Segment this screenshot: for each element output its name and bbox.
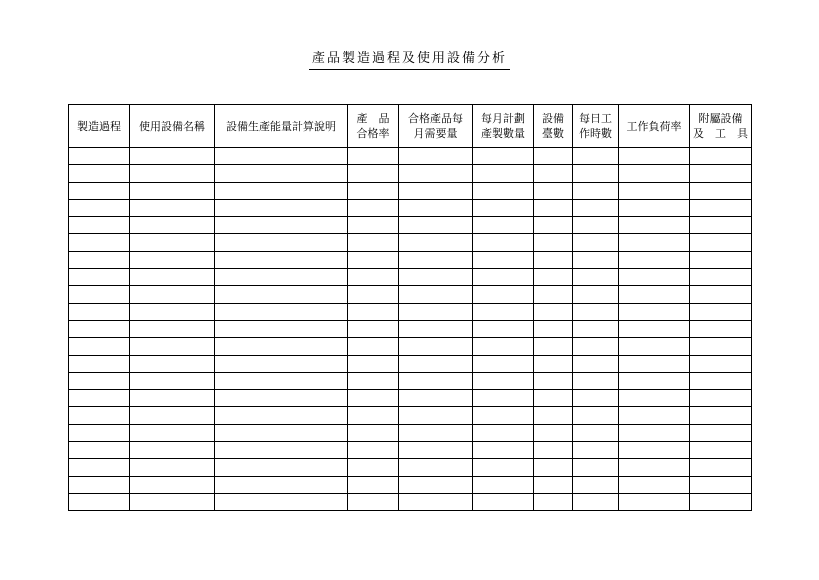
table-cell[interactable] (130, 407, 215, 424)
table-cell[interactable] (534, 390, 573, 407)
table-cell[interactable] (399, 442, 473, 459)
table-cell[interactable] (348, 251, 399, 268)
table-cell[interactable] (215, 199, 348, 216)
table-row (69, 372, 752, 389)
table-cell[interactable] (130, 442, 215, 459)
table-cell[interactable] (534, 251, 573, 268)
table-cell[interactable] (348, 355, 399, 372)
header-auxiliary-equipment: 附屬設備 及 工 具 (690, 105, 752, 148)
table-cell[interactable] (348, 165, 399, 182)
table-cell[interactable] (215, 320, 348, 337)
table-cell[interactable] (399, 182, 473, 199)
table-cell[interactable] (69, 476, 130, 493)
table-cell[interactable] (69, 234, 130, 251)
table-cell[interactable] (399, 269, 473, 286)
table-cell[interactable] (215, 476, 348, 493)
table-cell[interactable] (573, 493, 619, 510)
table-cell[interactable] (130, 165, 215, 182)
table-cell[interactable] (348, 407, 399, 424)
table-cell[interactable] (399, 372, 473, 389)
table-cell[interactable] (215, 251, 348, 268)
table-cell[interactable] (130, 476, 215, 493)
table-cell[interactable] (473, 355, 534, 372)
table-cell[interactable] (348, 424, 399, 441)
table-cell[interactable] (348, 320, 399, 337)
table-cell[interactable] (473, 476, 534, 493)
table-cell[interactable] (573, 442, 619, 459)
table-cell[interactable] (215, 217, 348, 234)
table-cell[interactable] (399, 303, 473, 320)
table-cell[interactable] (534, 493, 573, 510)
table-cell[interactable] (348, 148, 399, 165)
table-cell[interactable] (690, 459, 752, 476)
table-cell[interactable] (573, 217, 619, 234)
table-cell[interactable] (130, 148, 215, 165)
table-cell[interactable] (690, 217, 752, 234)
table-cell[interactable] (130, 320, 215, 337)
table-cell[interactable] (619, 234, 690, 251)
table-cell[interactable] (619, 217, 690, 234)
table-cell[interactable] (534, 217, 573, 234)
table-cell[interactable] (130, 459, 215, 476)
table-cell[interactable] (619, 182, 690, 199)
table-cell[interactable] (573, 251, 619, 268)
table-cell[interactable] (573, 355, 619, 372)
table-cell[interactable] (690, 165, 752, 182)
table-cell[interactable] (619, 459, 690, 476)
table-cell[interactable] (215, 303, 348, 320)
table-cell[interactable] (130, 390, 215, 407)
table-cell[interactable] (619, 199, 690, 216)
table-cell[interactable] (348, 476, 399, 493)
header-row (69, 105, 752, 148)
table-cell[interactable] (573, 234, 619, 251)
table-cell[interactable] (399, 493, 473, 510)
table-cell[interactable] (619, 493, 690, 510)
table-cell[interactable] (534, 442, 573, 459)
table-row (69, 424, 752, 441)
table-cell[interactable] (69, 372, 130, 389)
table-cell[interactable] (348, 442, 399, 459)
table-row (69, 493, 752, 510)
table-cell[interactable] (215, 286, 348, 303)
header-equipment-name: 使用設備名稱 (130, 105, 215, 148)
table-cell[interactable] (534, 199, 573, 216)
table-cell[interactable] (690, 303, 752, 320)
table-cell[interactable] (534, 459, 573, 476)
table-cell[interactable] (573, 338, 619, 355)
table-cell[interactable] (619, 338, 690, 355)
table-cell[interactable] (215, 493, 348, 510)
table-cell[interactable] (215, 338, 348, 355)
table-cell[interactable] (215, 442, 348, 459)
table-cell[interactable] (473, 165, 534, 182)
table-row (69, 217, 752, 234)
table-cell[interactable] (399, 338, 473, 355)
table-cell[interactable] (534, 148, 573, 165)
table-cell[interactable] (130, 182, 215, 199)
table-cell[interactable] (69, 217, 130, 234)
table-row (69, 286, 752, 303)
table-cell[interactable] (473, 303, 534, 320)
equipment-analysis-table (68, 104, 752, 511)
table-cell[interactable] (690, 407, 752, 424)
table-cell[interactable] (399, 217, 473, 234)
table-cell[interactable] (690, 372, 752, 389)
table-cell[interactable] (399, 199, 473, 216)
table-cell[interactable] (473, 251, 534, 268)
table-cell[interactable] (573, 459, 619, 476)
table-cell[interactable] (69, 424, 130, 441)
table-cell[interactable] (348, 182, 399, 199)
table-cell[interactable] (534, 165, 573, 182)
table-body (69, 148, 752, 511)
table-cell[interactable] (130, 251, 215, 268)
table-cell[interactable] (69, 338, 130, 355)
table-cell[interactable] (619, 476, 690, 493)
table-cell[interactable] (690, 199, 752, 216)
table-cell[interactable] (619, 372, 690, 389)
table-cell[interactable] (399, 424, 473, 441)
table-cell[interactable] (573, 199, 619, 216)
table-cell[interactable] (473, 338, 534, 355)
table-row (69, 303, 752, 320)
header-equipment-count: 設備 臺數 (534, 105, 573, 148)
table-cell[interactable] (573, 182, 619, 199)
table-cell[interactable] (690, 442, 752, 459)
table-cell[interactable] (473, 424, 534, 441)
table-row (69, 476, 752, 493)
table-cell[interactable] (534, 424, 573, 441)
table-cell[interactable] (619, 148, 690, 165)
table-cell[interactable] (348, 217, 399, 234)
table-row (69, 269, 752, 286)
table-cell[interactable] (690, 182, 752, 199)
table-cell[interactable] (473, 442, 534, 459)
table-cell[interactable] (690, 269, 752, 286)
table-cell[interactable] (399, 286, 473, 303)
table-cell[interactable] (534, 476, 573, 493)
table-cell[interactable] (130, 493, 215, 510)
table-cell[interactable] (690, 234, 752, 251)
header-daily-hours: 每日工 作時數 (573, 105, 619, 148)
table-cell[interactable] (473, 320, 534, 337)
table-cell[interactable] (69, 390, 130, 407)
table-cell[interactable] (69, 459, 130, 476)
table-cell[interactable] (690, 390, 752, 407)
table-cell[interactable] (473, 372, 534, 389)
table-cell[interactable] (534, 355, 573, 372)
table-cell[interactable] (399, 390, 473, 407)
table-cell[interactable] (534, 320, 573, 337)
table-cell[interactable] (69, 286, 130, 303)
table-cell[interactable] (473, 217, 534, 234)
table-cell[interactable] (619, 165, 690, 182)
header-pass-rate: 產 品 合格率 (348, 105, 399, 148)
table-cell[interactable] (619, 269, 690, 286)
table-cell[interactable] (690, 148, 752, 165)
table-cell[interactable] (215, 165, 348, 182)
header-monthly-demand: 合格產品每 月需要量 (399, 105, 473, 148)
table-cell[interactable] (473, 390, 534, 407)
table-cell[interactable] (690, 251, 752, 268)
table-cell[interactable] (69, 251, 130, 268)
table-cell[interactable] (534, 234, 573, 251)
table-cell[interactable] (69, 442, 130, 459)
table-cell[interactable] (619, 286, 690, 303)
table-cell[interactable] (215, 407, 348, 424)
table-cell[interactable] (69, 165, 130, 182)
table-cell[interactable] (130, 303, 215, 320)
table-cell[interactable] (619, 303, 690, 320)
table-cell[interactable] (130, 269, 215, 286)
table-cell[interactable] (69, 355, 130, 372)
table-cell[interactable] (215, 355, 348, 372)
table-cell[interactable] (130, 286, 215, 303)
table-cell[interactable] (619, 320, 690, 337)
table-row (69, 442, 752, 459)
table-cell[interactable] (399, 148, 473, 165)
table-cell[interactable] (619, 442, 690, 459)
table-cell[interactable] (348, 234, 399, 251)
table-cell[interactable] (348, 390, 399, 407)
table-cell[interactable] (215, 234, 348, 251)
table-row (69, 165, 752, 182)
table-row (69, 320, 752, 337)
header-manufacturing-process: 製造過程 (69, 105, 130, 148)
table-cell[interactable] (348, 269, 399, 286)
table-cell[interactable] (473, 269, 534, 286)
table-cell[interactable] (399, 251, 473, 268)
table-cell[interactable] (130, 372, 215, 389)
table-cell[interactable] (69, 407, 130, 424)
table-cell[interactable] (534, 407, 573, 424)
table-cell[interactable] (215, 182, 348, 199)
table-row (69, 355, 752, 372)
table-cell[interactable] (573, 269, 619, 286)
table-row (69, 199, 752, 216)
table-row (69, 234, 752, 251)
table-cell[interactable] (690, 320, 752, 337)
table-cell[interactable] (130, 355, 215, 372)
table-cell[interactable] (348, 459, 399, 476)
table-row (69, 390, 752, 407)
table-cell[interactable] (348, 338, 399, 355)
header-capacity-calculation: 設備生產能量計算說明 (215, 105, 348, 148)
table-cell[interactable] (690, 286, 752, 303)
table-row (69, 251, 752, 268)
table-cell[interactable] (619, 355, 690, 372)
table-cell[interactable] (215, 269, 348, 286)
table-cell[interactable] (130, 234, 215, 251)
table-cell[interactable] (534, 286, 573, 303)
table-cell[interactable] (130, 424, 215, 441)
table-cell[interactable] (348, 493, 399, 510)
table-cell[interactable] (619, 390, 690, 407)
table-cell[interactable] (473, 407, 534, 424)
table-cell[interactable] (573, 390, 619, 407)
table-cell[interactable] (473, 459, 534, 476)
table-cell[interactable] (473, 493, 534, 510)
table-cell[interactable] (534, 269, 573, 286)
table-cell[interactable] (399, 165, 473, 182)
table-cell[interactable] (215, 148, 348, 165)
table-cell[interactable] (348, 199, 399, 216)
table-cell[interactable] (69, 148, 130, 165)
table-row (69, 407, 752, 424)
table-row (69, 148, 752, 165)
table-cell[interactable] (473, 148, 534, 165)
table-cell[interactable] (130, 338, 215, 355)
table-cell[interactable] (573, 303, 619, 320)
table-cell[interactable] (215, 390, 348, 407)
table-cell[interactable] (619, 251, 690, 268)
header-load-rate: 工作負荷率 (619, 105, 690, 148)
table-cell[interactable] (573, 407, 619, 424)
table-cell[interactable] (534, 303, 573, 320)
table-cell[interactable] (473, 286, 534, 303)
table-row (69, 459, 752, 476)
table-cell[interactable] (215, 459, 348, 476)
table-cell[interactable] (619, 407, 690, 424)
table-cell[interactable] (619, 424, 690, 441)
table-cell[interactable] (573, 148, 619, 165)
header-monthly-planned-quantity: 每月計劃 產製數量 (473, 105, 534, 148)
table-cell[interactable] (348, 372, 399, 389)
table-cell[interactable] (534, 182, 573, 199)
table-cell[interactable] (69, 493, 130, 510)
table-cell[interactable] (69, 199, 130, 216)
table-row (69, 338, 752, 355)
table-cell[interactable] (690, 424, 752, 441)
table-cell[interactable] (473, 182, 534, 199)
table-cell[interactable] (348, 303, 399, 320)
table-cell[interactable] (573, 165, 619, 182)
table-cell[interactable] (399, 234, 473, 251)
table-cell[interactable] (690, 355, 752, 372)
table-cell[interactable] (130, 199, 215, 216)
table-cell[interactable] (399, 459, 473, 476)
table-cell[interactable] (215, 372, 348, 389)
table-cell[interactable] (69, 320, 130, 337)
table-cell[interactable] (534, 372, 573, 389)
table-cell[interactable] (399, 407, 473, 424)
table-cell[interactable] (573, 286, 619, 303)
table-cell[interactable] (690, 476, 752, 493)
table-cell[interactable] (399, 320, 473, 337)
table-cell[interactable] (473, 234, 534, 251)
table-cell[interactable] (573, 424, 619, 441)
table-cell[interactable] (69, 269, 130, 286)
table-cell[interactable] (573, 476, 619, 493)
table-cell[interactable] (690, 338, 752, 355)
table-cell[interactable] (348, 286, 399, 303)
table-cell[interactable] (573, 372, 619, 389)
table-cell[interactable] (473, 199, 534, 216)
table-cell[interactable] (690, 493, 752, 510)
table-cell[interactable] (573, 320, 619, 337)
document-title: 產品製造過程及使用設備分析 (309, 49, 510, 70)
table-cell[interactable] (399, 476, 473, 493)
table-cell[interactable] (69, 182, 130, 199)
table-cell[interactable] (130, 217, 215, 234)
table-cell[interactable] (215, 424, 348, 441)
table-row (69, 182, 752, 199)
table-cell[interactable] (534, 338, 573, 355)
table-cell[interactable] (69, 303, 130, 320)
table-cell[interactable] (399, 355, 473, 372)
